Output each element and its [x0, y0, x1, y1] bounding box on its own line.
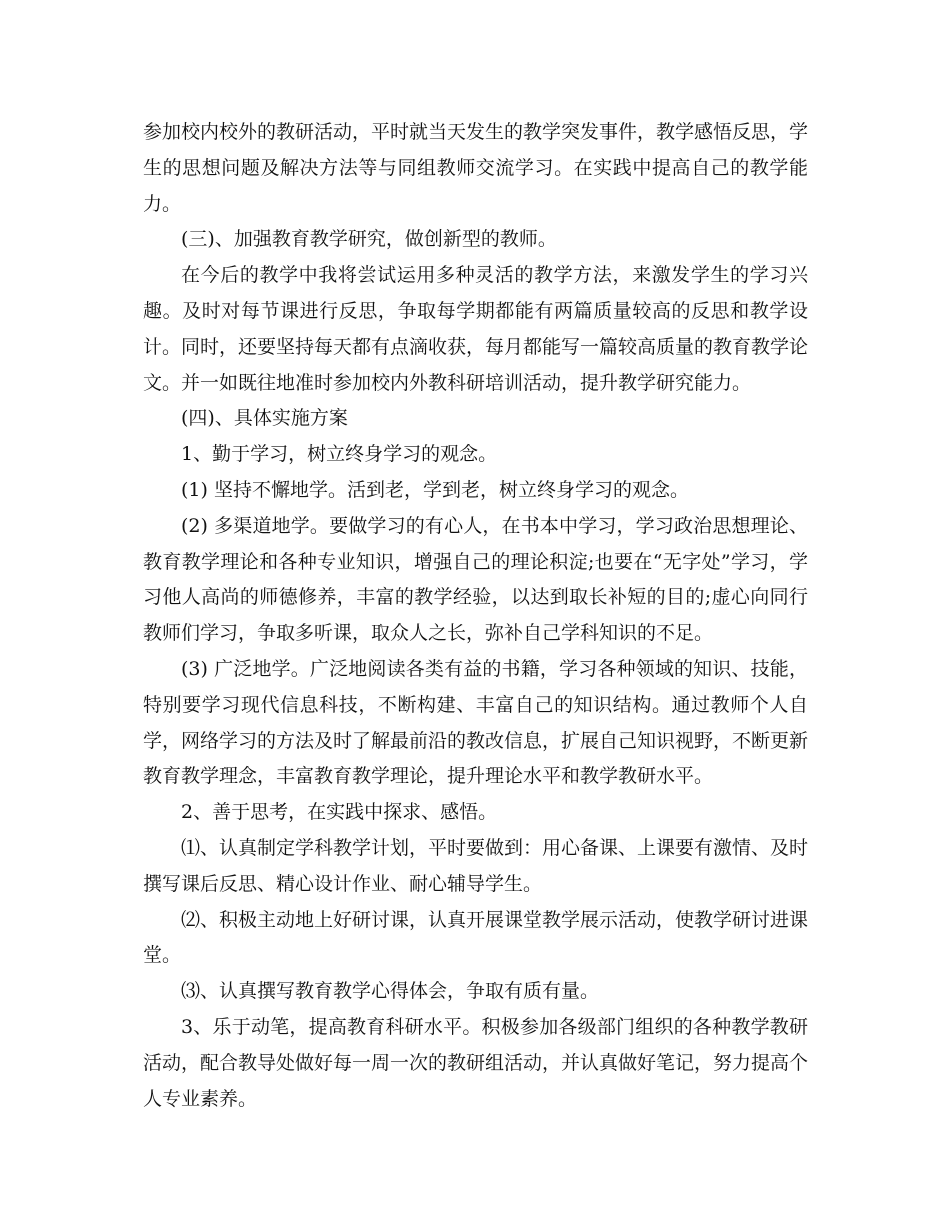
document-body: [143, 115, 808, 1117]
list-item: (1) 坚持不懈地学。活到老，学到老，树立终身学习的观念。: [181, 478, 689, 501]
list-item: 3、乐于动笔，提高教育科研水平。积极参加各级部门组织的各种教学教研活动，配合教导处做好每一周一次的教研组活动，并认真做好笔记，努力提高个人专业素养。: [143, 1015, 809, 1110]
paragraph: 在今后的教学中我将尝试运用多种灵活的教学方法，来激发学生的学习兴趣。及时对每节课进行反思，争取每学期都能有两篇质量较高的反思和教学设计。同时，还要坚持每天都有点滴收获，每月都能写一篇较高质量的教育教学论文。并一如既往地准时参加校内外教科研培训活动，提升教学研究能力。: [143, 264, 809, 394]
list-item: (3) 广泛地学。广泛地阅读各类有益的书籍，学习各种领域的知识、技能，特别要学习现代信息科技，不断构建、丰富自己的知识结构。通过教师个人自学，网络学习的方法及时了解最前沿的教改信息，扩展自己知识视野，不断更新教育教学理念，丰富教育教学理论，提升理论水平和教学教研水平。: [143, 657, 809, 788]
list-item: 2、善于思考，在实践中探求、感悟。: [181, 801, 498, 824]
list-item: (2) 多渠道地学。要做学习的有心人，在书本中学习，学习政治思想理论、教育教学理论和各种专业知识，增强自己的理论积淀;也要在“无字处”学习，学习他人高尚的师德修养，丰富的教学经验，以达到取长补短的目的;虚心向同行教师们学习，争取多听课，取众人之长，弥补自己学科知识的不足。: [143, 514, 808, 645]
section-heading-4: (四)、具体实施方案: [181, 407, 348, 430]
list-item: 1、勤于学习，树立终身学习的观念。: [181, 443, 498, 466]
list-item: ⑴、认真制定学科教学计划，平时要做到：用心备课、上课要有激情、及时撰写课后反思、精心设计作业、耐心辅导学生。: [143, 836, 809, 895]
list-item: ⑶、认真撰写教育教学心得体会，争取有质有量。: [181, 980, 600, 1003]
list-item: ⑵、积极主动地上好研讨课，认真开展课堂教学展示活动，使教学研讨进课堂。: [143, 908, 809, 967]
paragraph: 参加校内校外的教研活动，平时就当天发生的教学突发事件，教学感悟反思，学生的思想问题及解决方法等与同组教师交流学习。在实践中提高自己的教学能力。: [143, 121, 809, 215]
section-heading-3: (三)、加强教育教学研究，做创新型的教师。: [181, 228, 557, 251]
